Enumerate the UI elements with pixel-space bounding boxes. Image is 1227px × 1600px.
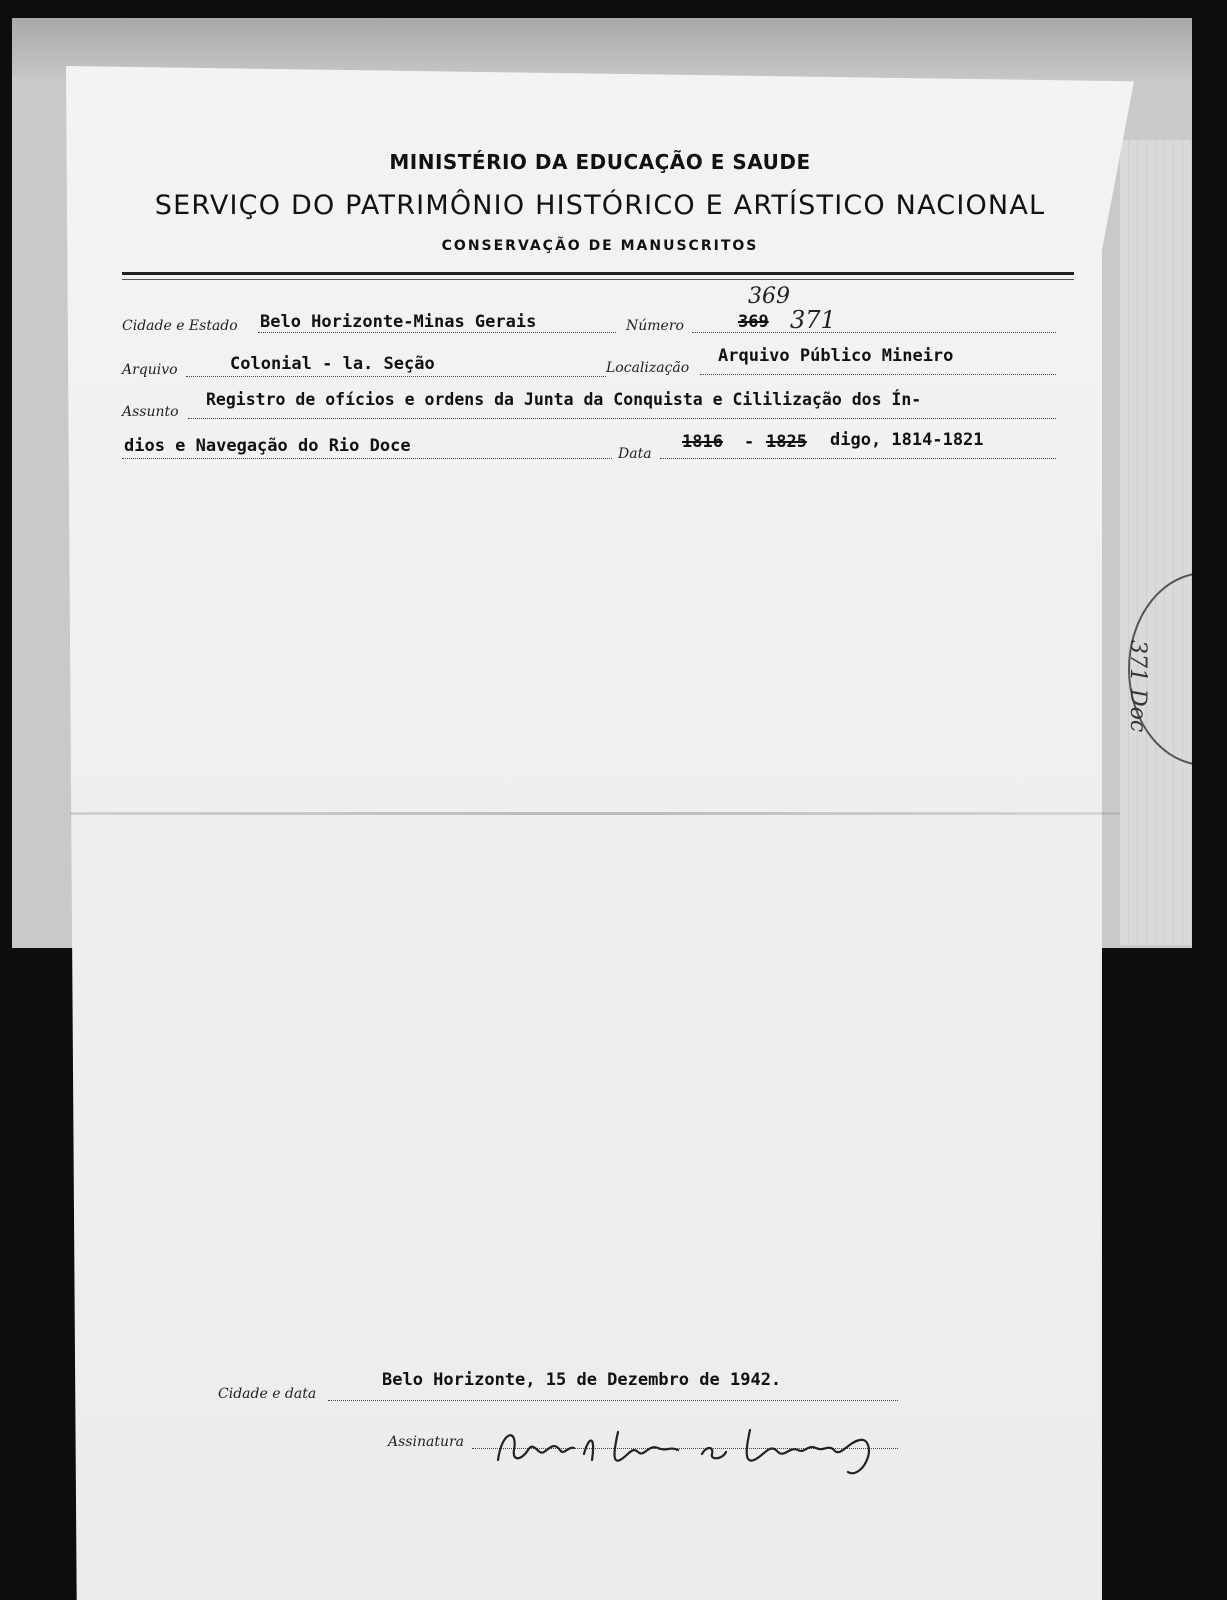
location-line xyxy=(700,374,1056,375)
city-date-line xyxy=(328,1400,898,1401)
attached-strip xyxy=(1120,140,1192,945)
number-handwritten-above: 369 xyxy=(748,284,790,309)
section-title: CONSERVAÇÃO DE MANUSCRITOS xyxy=(441,238,759,254)
city-state-label: Cidade e Estado xyxy=(122,318,238,334)
subject-value-line1: Registro de ofícios e ordens da Junta da Conquista e Cililização dos Ín- xyxy=(206,390,922,409)
date-line xyxy=(660,458,1056,459)
subject-label: Assunto xyxy=(122,404,179,420)
number-handwritten-value: 371 xyxy=(790,306,836,334)
number-struck-value: 369 xyxy=(738,312,769,332)
number-line xyxy=(692,332,1056,333)
paper-fold xyxy=(70,812,1120,815)
service-title: SERVIÇO DO PATRIMÔNIO HISTÓRICO E ARTÍSTICO NACIONAL xyxy=(154,190,1046,221)
location-value: Arquivo Público Mineiro xyxy=(718,346,954,366)
date-label: Data xyxy=(618,446,652,462)
city-state-value: Belo Horizonte-Minas Gerais xyxy=(260,312,537,332)
date-struck-start: 1816 xyxy=(682,432,723,452)
subject-value-line2: dios e Navegação do Rio Doce xyxy=(124,436,411,456)
subject-line-2 xyxy=(122,458,612,459)
archive-line xyxy=(186,376,606,377)
margin-note: 371 Doc xyxy=(1125,640,1150,733)
date-struck-end: 1825 xyxy=(766,432,807,452)
city-state-line xyxy=(258,332,616,333)
archive-label: Arquivo xyxy=(122,362,178,378)
number-label: Número xyxy=(626,318,684,334)
city-date-label: Cidade e data xyxy=(218,1386,317,1402)
date-separator: - xyxy=(744,432,755,452)
subject-line-1 xyxy=(188,418,1056,419)
header-rule xyxy=(122,272,1074,275)
signature-label: Assinatura xyxy=(388,1434,465,1450)
signature-scribble-icon xyxy=(488,1420,898,1480)
header-rule-thin xyxy=(122,279,1074,280)
city-date-value: Belo Horizonte, 15 de Dezembro de 1942. xyxy=(382,1370,782,1390)
date-value: digo, 1814-1821 xyxy=(830,430,984,450)
archive-value: Colonial - la. Seção xyxy=(230,354,435,374)
location-label: Localização xyxy=(606,360,690,376)
ministry-title: MINISTÉRIO DA EDUCAÇÃO E SAUDE xyxy=(389,150,811,174)
